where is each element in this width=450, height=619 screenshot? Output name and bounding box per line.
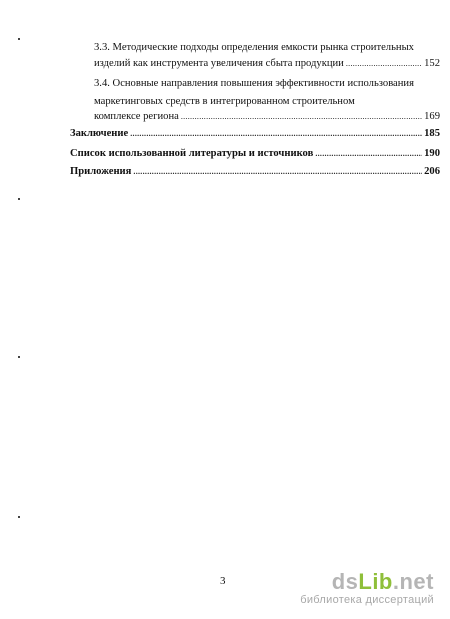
toc-entry-3-4-line3[interactable] xyxy=(94,111,440,127)
toc-entry-3-4-page: 169 xyxy=(424,111,440,122)
toc-references-label: Список использованной литературы и источников xyxy=(70,148,314,159)
margin-mark xyxy=(18,516,20,518)
watermark-subtitle: библиотека диссертаций xyxy=(300,594,434,606)
toc-conclusion-page: 185 xyxy=(424,128,440,139)
toc-entry-references[interactable] xyxy=(70,148,440,164)
toc-entry-3-3-line2[interactable] xyxy=(94,58,440,74)
logo-lib: Lib xyxy=(358,569,393,594)
toc-leader-dots xyxy=(181,112,422,121)
toc-entry-3-3-line1: 3.3. Методические подходы определения емкости рынка строительных xyxy=(94,42,414,53)
dslib-watermark xyxy=(300,570,434,607)
margin-mark xyxy=(18,198,20,200)
toc-appendices-page: 206 xyxy=(424,166,440,177)
toc-entry-conclusion[interactable] xyxy=(70,128,440,144)
toc-entry-3-3-text: изделий как инструмента увеличения сбыта продукции xyxy=(94,58,344,69)
dslib-logo xyxy=(300,570,434,594)
logo-net: .net xyxy=(392,569,434,594)
toc-entry-3-4-text: комплексе региона xyxy=(94,111,179,122)
margin-mark xyxy=(18,38,20,40)
toc-entry-3-3-page: 152 xyxy=(424,58,440,69)
toc-leader-dots xyxy=(133,167,422,176)
toc-entry-3-4-line1: 3.4. Основные направления повышения эффективности использования xyxy=(94,78,414,89)
page-number: 3 xyxy=(220,575,226,587)
toc-entry-3-4-line2: маркетинговых средств в интегрированном строительном xyxy=(94,96,355,107)
toc-appendices-label: Приложения xyxy=(70,166,132,177)
toc-entry-appendices[interactable] xyxy=(70,166,440,182)
toc-leader-dots xyxy=(315,149,422,158)
toc-references-page: 190 xyxy=(424,148,440,159)
toc-leader-dots xyxy=(346,59,422,68)
toc-leader-dots xyxy=(130,129,422,138)
toc-conclusion-label: Заключение xyxy=(70,128,129,139)
margin-mark xyxy=(18,356,20,358)
logo-ds: ds xyxy=(331,569,359,594)
